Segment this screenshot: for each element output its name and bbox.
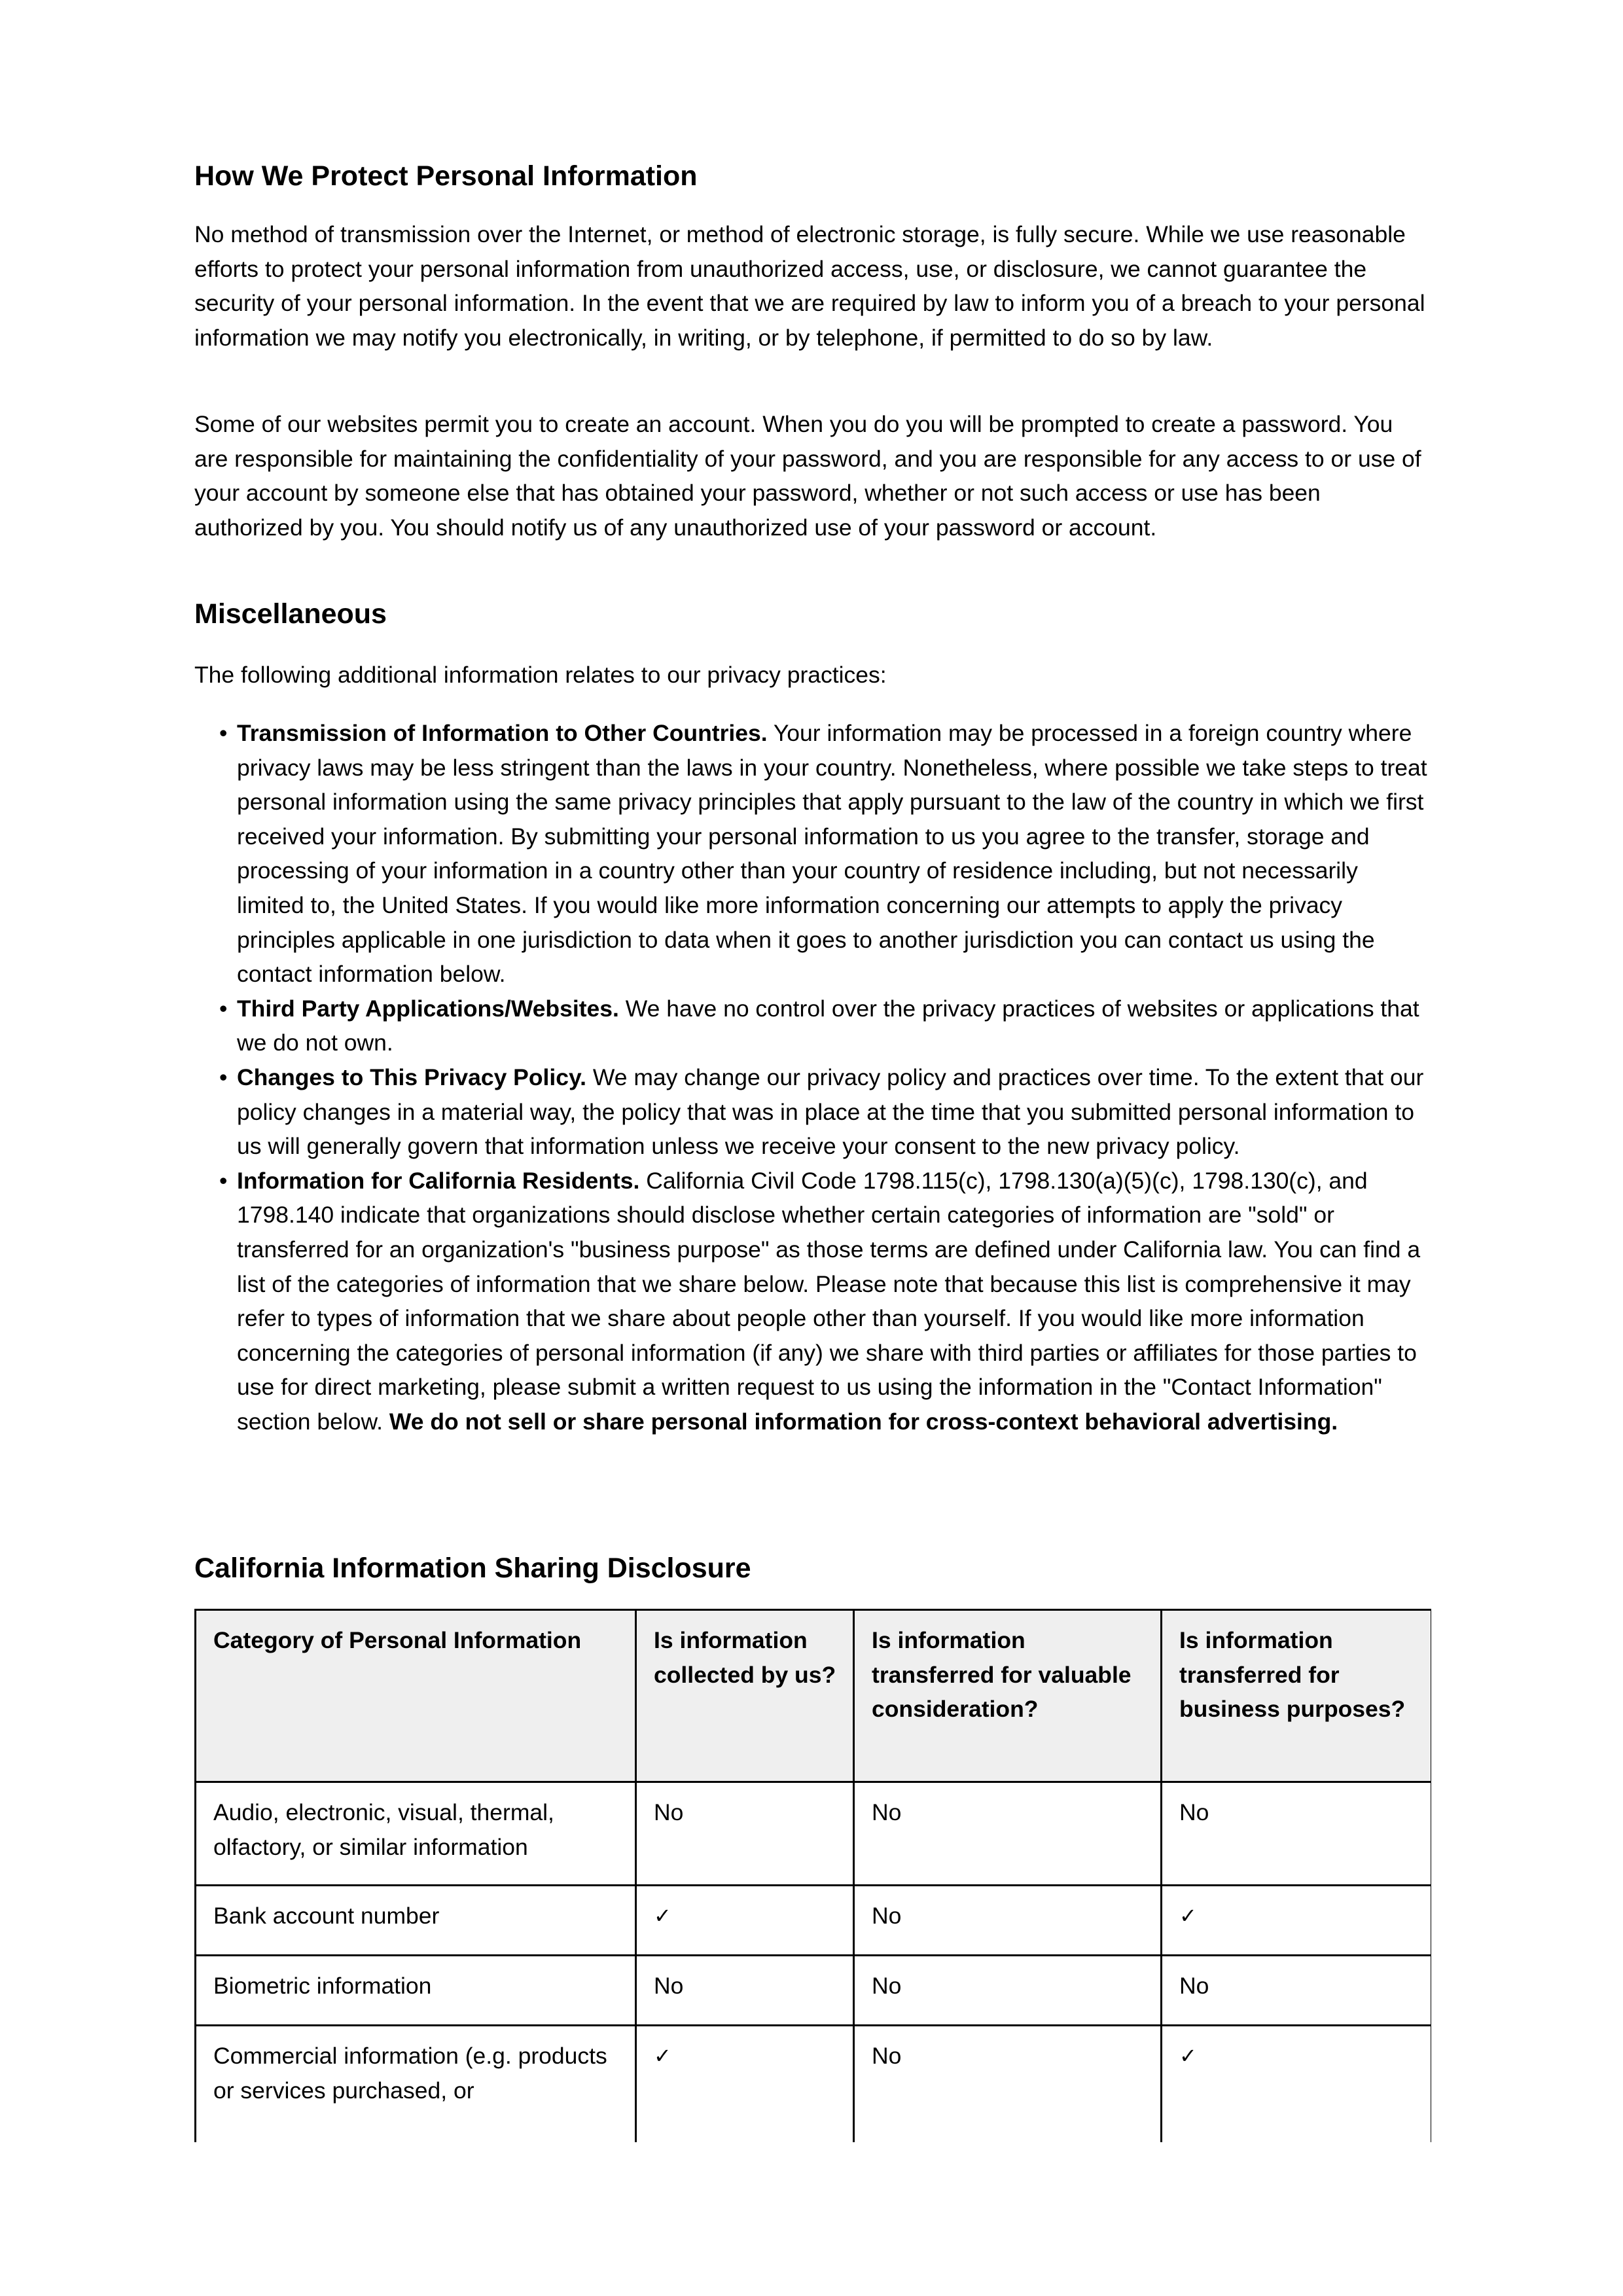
bullet-text: We may change our privacy policy and practices over time. To the extent that our policy changes in a material way, the policy that was in place at the time that you submitted personal information to us will generally govern that information unless we receive your consent to the new privacy policy. xyxy=(237,1064,1424,1160)
cell-business-purposes: No xyxy=(1162,1956,1432,2026)
bullet-title: Transmission of Information to Other Countries. xyxy=(237,720,768,746)
table-header-row xyxy=(196,1610,1432,1782)
bullet-item-california xyxy=(194,1164,1431,1439)
cell-category: Biometric information xyxy=(196,1956,636,2026)
protect-paragraph-2: Some of our websites permit you to create an account. When you do you will be prompted to create a password. You are responsible for maintaining the confidentiality of your password, and you are responsible for any access to or use of your account by someone else that has obtained your password, whether or not such access or use has been authorized by you. You should notify us of any unauthorized use of your password or account. xyxy=(194,411,1421,541)
checkmark-icon: ✓ xyxy=(636,2026,854,2143)
column-header-category: Category of Personal Information xyxy=(196,1610,636,1782)
bullet-icon: • xyxy=(219,1064,228,1090)
cell-collected: No xyxy=(636,1956,854,2026)
cell-category: Bank account number xyxy=(196,1886,636,1956)
cell-valuable-consideration: No xyxy=(854,1956,1162,2026)
column-header-valuable-consideration: Is information transferred for valuable consideration? xyxy=(854,1610,1162,1782)
disclosure-table-container xyxy=(194,1609,1431,2142)
section-heading-misc: Miscellaneous xyxy=(194,598,387,630)
cell-valuable-consideration: No xyxy=(854,1782,1162,1886)
bullet-text: Your information may be processed in a foreign country where privacy laws may be less stringent than the laws in your country. Nonetheless, where possible we take steps to treat personal information using the same privacy principles that apply pursuant to the law of the country in which we first received your information. By submitting your personal information to us you agree to the transfer, storage and processing of your information in a country other than your country of residence including, but not necessarily limited to, the United States. If you would like more information concerning our attempts to apply the privacy principles applicable in one jurisdiction to data when it goes to another jurisdiction you can contact us using the contact information below. xyxy=(237,720,1427,988)
bullet-icon: • xyxy=(219,720,228,746)
bullet-item-transmission xyxy=(194,716,1431,992)
cell-collected: No xyxy=(636,1782,854,1886)
cell-category: Commercial information (e.g. products or services purchased, or xyxy=(196,2026,636,2143)
bullet-title: Changes to This Privacy Policy. xyxy=(237,1064,586,1090)
cell-valuable-consideration: No xyxy=(854,2026,1162,2143)
protect-paragraph-1: No method of transmission over the Internet, or method of electronic storage, is fully secure. While we use reasonable efforts to protect your personal information from unauthorized access, use, or disclosure, we cannot guarantee the security of your personal information. In the event that we are required by law to inform you of a breach to your personal information we may notify you electronically, in writing, or by telephone, if permitted to do so by law. xyxy=(194,221,1425,351)
bullet-icon: • xyxy=(219,995,228,1022)
bullet-text: California Civil Code 1798.115(c), 1798.130(a)(5)(c), 1798.130(c), and 1798.140 indicate that organizations should disclose whether certain categories of information are "sold" or transferred for an organization's "business purpose" as those terms are defined under California law. You can find a list of the categories of information that we share below. Please note that because this list is comprehensive it may refer to types of information that we share about people other than yourself. If you would like more information concerning the categories of personal information (if any) we share with third parties or affiliates for those parties to use for direct marketing, please submit a written request to us using the information in the "Contact Information" section below. xyxy=(237,1167,1421,1435)
column-header-business-purposes: Is information transferred for business purposes? xyxy=(1162,1610,1432,1782)
bullet-trailing-bold: We do not sell or share personal information for cross-context behavioral advertising. xyxy=(389,1408,1338,1435)
misc-bullet-list xyxy=(194,716,1431,1439)
bullet-icon: • xyxy=(219,1167,228,1194)
cell-category: Audio, electronic, visual, thermal, olfactory, or similar information xyxy=(196,1782,636,1886)
misc-intro: The following additional information relates to our privacy practices: xyxy=(194,662,887,688)
checkmark-icon: ✓ xyxy=(636,1886,854,1956)
checkmark-icon: ✓ xyxy=(1162,2026,1432,2143)
checkmark-icon: ✓ xyxy=(1162,1886,1432,1956)
bullet-text: We have no control over the privacy practices of websites or applications that we do not own. xyxy=(237,995,1419,1056)
cell-valuable-consideration: No xyxy=(854,1886,1162,1956)
table-row xyxy=(196,1886,1432,1956)
table-row xyxy=(196,2026,1432,2143)
column-header-collected: Is information collected by us? xyxy=(636,1610,854,1782)
bullet-title: Third Party Applications/Websites. xyxy=(237,995,619,1022)
california-disclosure-table xyxy=(194,1609,1431,2142)
bullet-item-third-party xyxy=(194,992,1431,1060)
table-row xyxy=(196,1782,1432,1886)
cell-business-purposes: No xyxy=(1162,1782,1432,1886)
table-row xyxy=(196,1956,1432,2026)
section-heading-protect: How We Protect Personal Information xyxy=(194,160,698,192)
bullet-title: Information for California Residents. xyxy=(237,1167,640,1194)
bullet-item-changes xyxy=(194,1060,1431,1164)
section-heading-california: California Information Sharing Disclosure xyxy=(194,1552,751,1584)
